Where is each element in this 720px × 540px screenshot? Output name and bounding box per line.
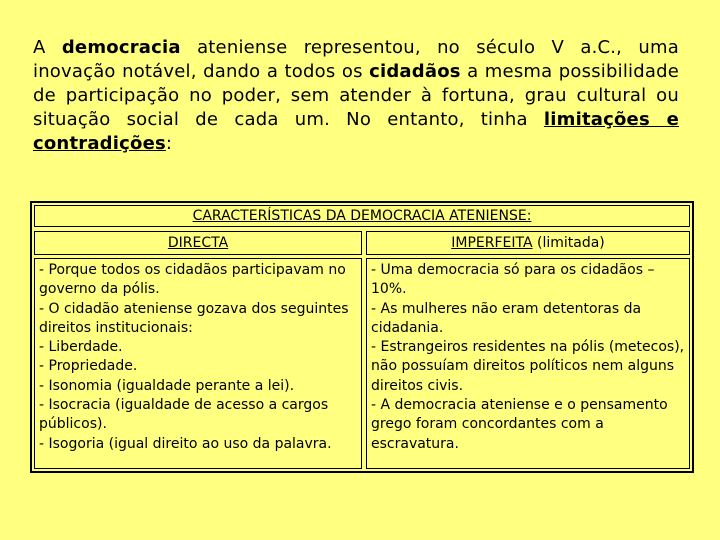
intro-democracia: democracia <box>61 37 181 58</box>
header-imperfeita-note: (limitada) <box>532 235 605 251</box>
characteristics-table <box>30 201 694 473</box>
list-item: - Porque todos os cidadãos participavam no governo da pólis. <box>39 262 351 298</box>
list-item: - Isogoria (igual direito ao uso da palavra. <box>39 435 332 452</box>
list-item: - Isocracia (igualdade de acesso a cargos públicos). <box>39 397 333 433</box>
list-item: - O cidadão ateniense gozava dos seguintes direitos institucionais: <box>39 300 353 336</box>
intro-text-4: : <box>165 133 173 154</box>
intro-text-3: a mesma possibilidade de participação no poder, sem atender à fortuna, grau cultural ou situação social de cada um. No entanto, tinha <box>33 61 679 130</box>
list-item: - Liberdade. <box>39 339 123 356</box>
intro-limitacoes: limitações e contradições <box>33 109 679 154</box>
header-directa <box>34 231 362 255</box>
list-item: - Estrangeiros residentes na pólis (metecos), não possuíam direitos políticos nem alguns direitos civis. <box>371 339 689 394</box>
directa-body <box>34 258 362 469</box>
list-item: - Uma democracia só para os cidadãos – 10%. <box>371 262 659 298</box>
list-item: - Propriedade. <box>39 358 138 375</box>
table-title: CARACTERÍSTICAS DA DEMOCRACIA ATENIENSE: <box>34 205 690 227</box>
list-item: - As mulheres não eram detentoras da cidadania. <box>371 300 646 336</box>
intro-paragraph <box>33 36 679 156</box>
header-directa-label: DIRECTA <box>167 235 229 251</box>
list-item: - Isonomia (igualdade perante a lei). <box>39 377 295 394</box>
intro-text-1: A <box>33 37 62 58</box>
header-imperfeita <box>366 231 690 255</box>
intro-cidadaos: cidadãos <box>369 61 461 82</box>
header-imperfeita-label: IMPERFEITA <box>451 235 533 251</box>
imperfeita-body <box>366 258 690 469</box>
intro-text-2: ateniense representou, no século V a.C., uma inovação notável, dando a todos os <box>33 37 679 82</box>
list-item: - A democracia ateniense e o pensamento grego foram concordantes com a escravatura. <box>371 397 673 452</box>
